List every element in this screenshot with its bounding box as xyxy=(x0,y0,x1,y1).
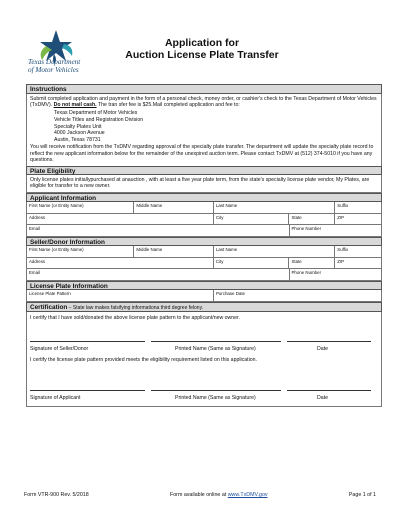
seller-certification-statement: I certify that I have sold/donated the above license plate pattern to the applicant/new owner. xyxy=(30,314,240,321)
applicant-signature-label: Signature of Applicant xyxy=(30,394,81,401)
applicant-date-field[interactable] xyxy=(287,390,371,391)
seller-last-name-field[interactable]: Last Name xyxy=(214,246,335,257)
applicant-heading: Applicant Information xyxy=(26,193,382,203)
address-line: Texas Department of Motor Vehicles xyxy=(54,110,138,117)
purchase-date-field[interactable]: Purchase Date xyxy=(215,291,245,297)
instructions-para1-a: Submit completed application and payment in the form of a personal check, money order, or cashier's check to the Texas Department of Motor Vehicles (TxDMV). xyxy=(30,95,377,108)
online-availability xyxy=(170,492,268,498)
applicant-state-field[interactable]: State xyxy=(289,214,335,225)
certification-body xyxy=(26,312,382,407)
seller-signature-lines xyxy=(27,341,381,342)
applicant-contact-row xyxy=(26,225,382,237)
applicant-zip-field[interactable]: ZIP xyxy=(337,214,345,220)
applicant-signature-lines xyxy=(27,390,381,391)
seller-contact-row xyxy=(26,269,382,281)
eligibility-heading: Plate Eligibility xyxy=(26,166,382,176)
plate-row xyxy=(26,290,382,302)
eligibility-text: Only license plates initiallypurchased at anauction , with at least a five year plate term, from the state's specialty license plate vendor, My Plates, are eligible for transfer to a new owner. xyxy=(26,175,382,193)
seller-signature-labels xyxy=(27,343,381,352)
plate-pattern-field[interactable]: License Plate Pattern xyxy=(27,290,214,301)
seller-address-field[interactable]: Address xyxy=(27,258,214,269)
seller-first-name-field[interactable]: First Name (or Entity Name) xyxy=(27,246,134,257)
applicant-city-field[interactable]: City xyxy=(214,214,290,225)
applicant-signature-field[interactable] xyxy=(30,390,145,391)
title-line1: Application for xyxy=(164,37,240,49)
applicant-name-row xyxy=(26,202,382,214)
logo-line2: of Motor Vehicles xyxy=(28,66,79,74)
applicant-email-field[interactable]: Email xyxy=(27,225,290,236)
seller-email-field[interactable]: Email xyxy=(27,269,290,280)
seller-zip-field[interactable]: ZIP xyxy=(337,258,345,264)
applicant-signature-labels xyxy=(27,392,381,401)
applicant-address-row xyxy=(26,214,382,226)
plate-heading: License Plate Information xyxy=(26,281,382,291)
applicant-printed-name-label: Printed Name (Same as Signature) xyxy=(175,394,256,401)
form-title xyxy=(122,37,282,61)
applicant-date-label: Date xyxy=(317,394,328,401)
applicant-middle-name-field[interactable]: Middle Name xyxy=(134,202,214,213)
instructions-heading: Instructions xyxy=(26,84,382,94)
applicant-phone-field[interactable]: Phone Number xyxy=(291,226,322,232)
applicant-address-field[interactable]: Address xyxy=(27,214,214,225)
address-line: Austin, Texas 78731 xyxy=(54,136,101,143)
title-line2: Auction License Plate Transfer xyxy=(125,49,279,61)
form-id: Form VTR-900 Rev. 5/2018 xyxy=(24,492,89,498)
applicant-printed-name-field[interactable] xyxy=(151,390,281,391)
applicant-first-name-field[interactable]: First Name (or Entity Name) xyxy=(27,202,134,213)
seller-address-row xyxy=(26,258,382,270)
seller-suffix-field[interactable]: Suffix xyxy=(337,247,349,253)
seller-date-field[interactable] xyxy=(287,341,371,342)
seller-city-field[interactable]: City xyxy=(214,258,290,269)
seller-name-row xyxy=(26,246,382,258)
instructions-para1-c: The tran sfer fee is $25.Mail completed application and fee to: xyxy=(97,101,240,108)
seller-heading: Seller/Donor Information xyxy=(26,237,382,247)
seller-printed-name-field[interactable] xyxy=(151,341,281,342)
application-form xyxy=(26,84,382,407)
seller-signature-label: Signature of Seller/Donor xyxy=(30,345,89,352)
certification-heading xyxy=(26,302,382,312)
seller-signature-field[interactable] xyxy=(30,341,145,342)
certification-title: Certification xyxy=(30,304,68,312)
seller-date-label: Date xyxy=(317,345,328,352)
txdmv-website-link[interactable]: www.TxDMV.gov xyxy=(227,492,268,498)
address-line: Specialty Plates Unit xyxy=(54,123,102,130)
seller-state-field[interactable]: State xyxy=(289,258,335,269)
page-footer xyxy=(24,492,376,498)
seller-printed-name-label: Printed Name (Same as Signature) xyxy=(175,345,256,352)
address-line: 4000 Jackson Avenue xyxy=(54,130,105,137)
applicant-certification-statement: I certify the license plate pattern provided meets the eligibility requirement listed on this application. xyxy=(30,356,257,363)
applicant-suffix-field[interactable]: Suffix xyxy=(337,203,349,209)
logo-line1: Texas Department xyxy=(28,58,81,66)
page-number: Page 1 of 1 xyxy=(348,492,376,498)
no-cash-notice: Do not mail cash. xyxy=(53,101,97,108)
certification-note: – State law makes falsifying informationa third degree felony. xyxy=(67,305,204,312)
online-prefix: Form available online at xyxy=(170,492,228,498)
mailing-address xyxy=(26,110,382,143)
address-line: Vehicle Titles and Registration Division xyxy=(54,116,144,123)
instructions-para1 xyxy=(26,94,382,111)
seller-middle-name-field[interactable]: Middle Name xyxy=(134,246,214,257)
seller-phone-field[interactable]: Phone Number xyxy=(291,270,322,276)
applicant-last-name-field[interactable]: Last Name xyxy=(214,202,335,213)
instructions-para2: You will receive notification from the TxDMV regarding approval of the specialty plate transfer. The department will update the specialty plate record to reflect the new applicant information below for the remainder of the unexpired auction term. Please contact TxDMV at (512) 374-5010 if you have any questions. xyxy=(26,143,382,165)
